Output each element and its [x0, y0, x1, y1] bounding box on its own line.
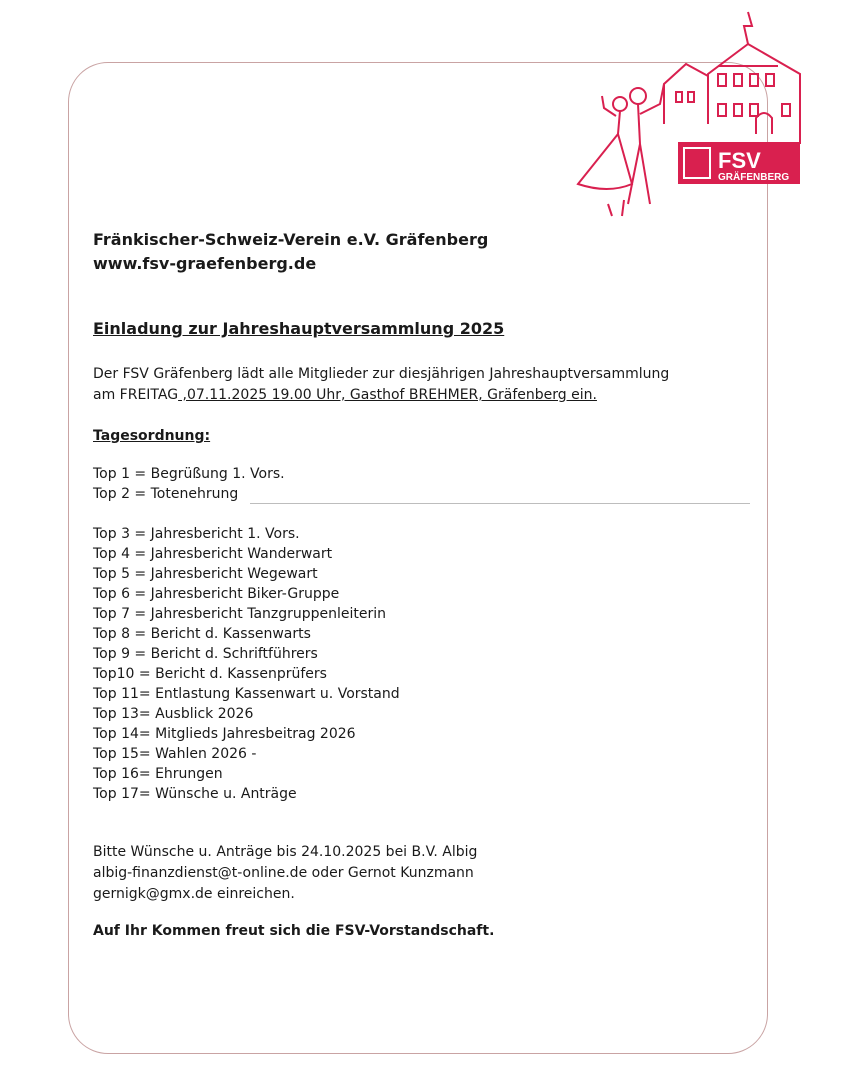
agenda-item: Top 14= Mitglieds Jahresbeitrag 2026: [93, 726, 356, 742]
fsv-logo: [568, 4, 804, 226]
agenda-item: Top10 = Bericht d. Kassenprüfers: [93, 666, 327, 682]
agenda-item: Top 1 = Begrüßung 1. Vors.: [93, 466, 285, 482]
agenda-item: Top 9 = Bericht d. Schriftführers: [93, 646, 318, 662]
organization-name: Fränkischer-Schweiz-Verein e.V. Gräfenberg: [93, 230, 489, 249]
invitation-line-1: Der FSV Gräfenberg lädt alle Mitglieder zur diesjährigen Jahreshauptversammlung: [93, 366, 670, 382]
submission-note: [93, 842, 477, 905]
submission-line-1: Bitte Wünsche u. Anträge bis 24.10.2025 bei B.V. Albig: [93, 844, 478, 860]
invitation-text: [93, 364, 669, 406]
submission-line-2: albig-finanzdienst@t-online.de oder Gernot Kunzmann: [93, 865, 474, 881]
website-link[interactable]: www.fsv-graefenberg.de: [93, 254, 317, 273]
submission-line-3: gernigk@gmx.de einreichen.: [93, 886, 295, 902]
agenda-item: Top 6 = Jahresbericht Biker-Gruppe: [93, 586, 340, 602]
agenda-item: Top 16= Ehrungen: [93, 766, 223, 782]
invitation-day: am FREITAG: [93, 387, 179, 403]
agenda-item: Top 7 = Jahresbericht Tanzgruppenleiterin: [93, 606, 387, 622]
organization-header: [93, 228, 488, 276]
logo-badge-subtext: GRÄFENBERG: [718, 172, 790, 183]
logo-badge-text: FSV: [718, 148, 761, 173]
agenda-heading: Tagesordnung:: [93, 428, 211, 444]
agenda-item: Top 11= Entlastung Kassenwart u. Vorstand: [93, 686, 400, 702]
agenda-item: Top 2 = Totenehrung: [93, 486, 239, 502]
closing-line: Auf Ihr Kommen freut sich die FSV-Vorstandschaft.: [93, 923, 495, 939]
agenda-item: Top 17= Wünsche u. Anträge: [93, 786, 297, 802]
agenda-item: Top 15= Wahlen 2026 -: [93, 746, 257, 762]
divider-line: [250, 503, 750, 504]
agenda-list: [93, 464, 400, 804]
agenda-item: Top 8 = Bericht d. Kassenwarts: [93, 626, 311, 642]
agenda-item: Top 4 = Jahresbericht Wanderwart: [93, 546, 333, 562]
agenda-item: Top 5 = Jahresbericht Wegewart: [93, 566, 318, 582]
agenda-item: Top 3 = Jahresbericht 1. Vors.: [93, 526, 300, 542]
document-title: Einladung zur Jahreshauptversammlung 2025: [93, 319, 505, 338]
agenda-item: Top 13= Ausblick 2026: [93, 706, 254, 722]
invitation-details: ,07.11.2025 19.00 Uhr, Gasthof BREHMER, Gräfenberg ein.: [178, 387, 597, 403]
invitation-line-2: [93, 385, 669, 406]
